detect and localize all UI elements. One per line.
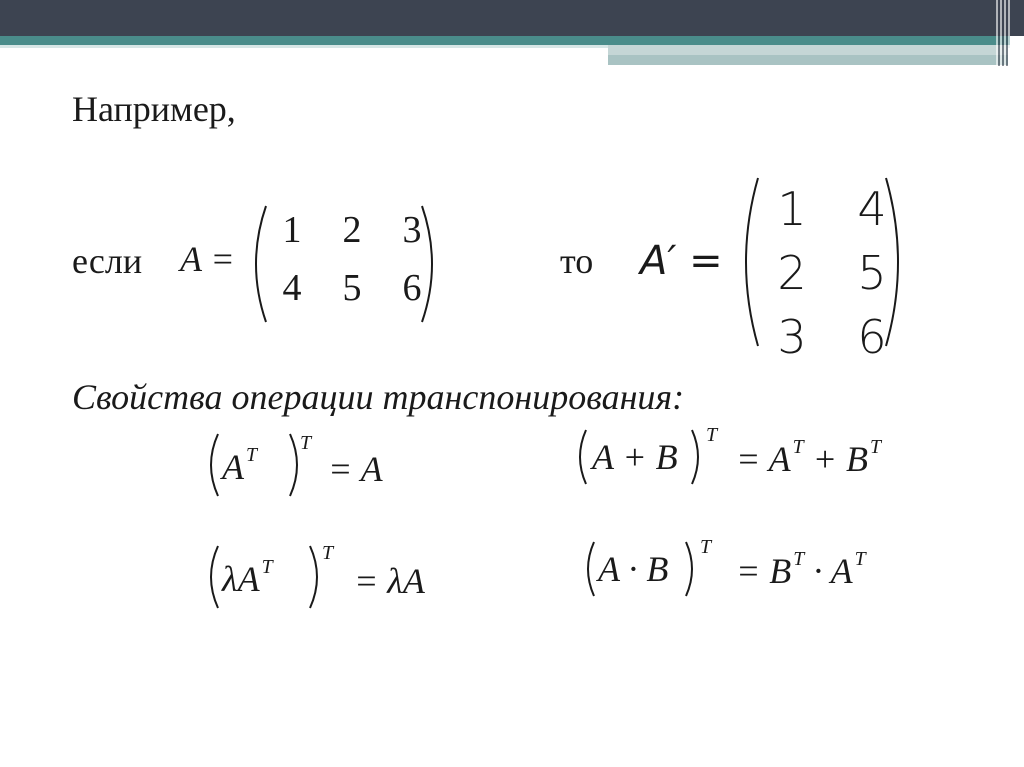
matrix-at-cell: 5	[857, 246, 887, 300]
formula3-base: λA	[222, 558, 260, 599]
header-accent-block-inner	[608, 55, 1008, 65]
matrix-a-cell: 4	[282, 267, 302, 309]
matrix-a-cell: 2	[342, 209, 362, 251]
formula2-outer-sup: T	[706, 424, 718, 446]
intro-text: Например,	[72, 89, 236, 129]
formula2-rhs-a: = A	[736, 438, 791, 479]
matrix-a-transposed	[752, 182, 912, 364]
formula2-rhs-b: + B	[803, 438, 868, 479]
matrix-at-cell: 2	[777, 246, 807, 300]
matrix-a	[262, 208, 442, 310]
formula1-outer-sup: T	[300, 432, 312, 454]
matrix-at-cell: 6	[857, 310, 887, 364]
formula2-lhs: A + B	[592, 437, 678, 477]
formula4-outer-sup: T	[700, 536, 712, 558]
matrix-a-lhs: A =	[180, 239, 235, 279]
teal-stripe	[0, 36, 1010, 45]
top-dark-bar	[0, 0, 1024, 36]
matrix-a-cell: 3	[402, 209, 422, 251]
corner-lines-decoration	[996, 0, 1010, 66]
properties-title: Свойства операции транспонирования:	[72, 377, 685, 417]
formula1-base: A	[222, 446, 244, 487]
matrix-at-lhs: A′ =	[640, 238, 723, 284]
matrix-at-cell: 1	[777, 182, 807, 236]
formula4-rhs-b: · A	[804, 550, 853, 591]
formula4-lhs: A · B	[598, 549, 669, 589]
formula3-rhs: = λA	[354, 561, 425, 601]
matrix-a-cell: 5	[342, 267, 362, 309]
matrix-at-cell: 4	[857, 182, 887, 236]
if-word: если	[72, 241, 143, 281]
matrix-at-cell: 3	[777, 310, 807, 364]
formula4-rhs-a: = B	[736, 550, 792, 591]
formula3-outer-sup: T	[322, 542, 334, 564]
matrix-a-cell: 1	[282, 209, 302, 251]
matrix-a-cell: 6	[402, 267, 422, 309]
formula1-rhs: = A	[328, 449, 383, 489]
then-word: то	[560, 241, 594, 281]
